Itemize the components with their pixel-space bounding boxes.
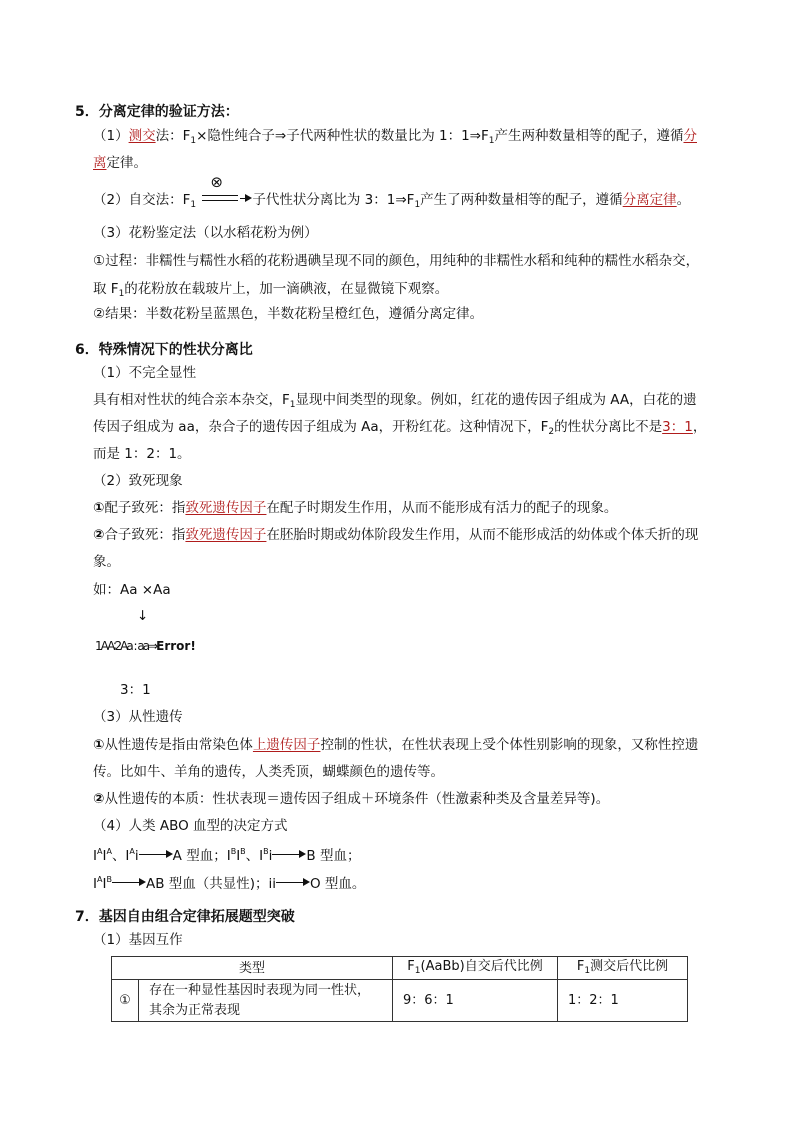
text: 配子致死：指 <box>104 500 186 516</box>
subscript: 1 <box>289 400 296 410</box>
error-text: Error! <box>156 639 196 653</box>
text: 、I <box>111 848 130 864</box>
text: 从性遗传的本质：性状表现＝遗传因子组成＋环境条件（性激素种类及含量差异等)。 <box>104 791 610 807</box>
key-ratio: 3：1 <box>662 419 693 435</box>
subscript: 1 <box>190 136 197 146</box>
section-5-title: 5．分离定律的验证方法： <box>75 104 239 120</box>
text: 、I <box>245 848 264 864</box>
arrow-icon <box>272 849 306 859</box>
sex-influenced-3 <box>93 793 609 807</box>
down-arrow: ↓ <box>137 608 149 624</box>
incomplete-dominance-title: （1）不完全显性 <box>93 365 197 381</box>
text: 的性状分离比不是 <box>554 419 663 435</box>
header-type: 类型 <box>112 957 393 980</box>
incomplete-dominance-line-3: 而是 1：2：1。 <box>93 446 191 462</box>
text: A 型血；I <box>172 848 231 864</box>
text: 产生了两种数量相等的配子，遵循 <box>420 192 623 208</box>
text: i <box>134 848 139 864</box>
text: 传因子组成为 aa，杂合子的遗传因子组成为 Aa，开粉红花。这种情况下，F <box>93 419 549 435</box>
subscript: 1 <box>414 966 421 976</box>
text: 取 F <box>93 281 119 297</box>
superscript: B <box>230 847 237 856</box>
example-cross: 如：Aa ×Aa <box>93 582 171 598</box>
sex-influenced-2: 传。比如牛、羊角的遗传，人类秃顶，蝴蝶颜色的遗传等。 <box>93 764 444 780</box>
text: 合子致死：指 <box>104 527 186 543</box>
text: O 型血。 <box>310 876 366 892</box>
row-testcross-ratio: 1：2：1 <box>558 980 688 1022</box>
text: (AaBb)自交后代比例 <box>420 959 543 974</box>
text: 。 <box>676 192 691 208</box>
garbled-formula <box>95 640 196 652</box>
superscript: B <box>263 847 269 856</box>
subscript: 1 <box>190 200 197 210</box>
text: 子代性状分离比为 3：1⇒F <box>252 192 415 208</box>
superscript: B <box>240 847 246 856</box>
text: 控制的性状，在性状表现上受个体性别影响的现象，又称性控遗 <box>320 737 699 753</box>
subscript: 1 <box>584 966 591 976</box>
arrow-icon <box>240 193 252 203</box>
text: B 型血； <box>306 848 361 864</box>
method-1-line-2 <box>93 157 147 171</box>
method-3-result: ②结果：半数花粉呈蓝黑色，半数花粉呈橙红色，遵循分离定律。 <box>93 306 484 322</box>
text: 的花粉放在载玻片上，加一滴碘液，在显微镜下观察。 <box>124 281 449 297</box>
table-header-row <box>112 957 688 980</box>
text: 显现中间类型的现象。例如，红花的遗传因子组成为 AA，白花的遗 <box>295 392 697 408</box>
text: 测交后代比例 <box>590 959 669 974</box>
section-7-title: 7．基因自由组合定律拓展题型突破 <box>75 909 295 925</box>
superscript: B <box>106 875 112 884</box>
key-term: 分 <box>683 128 697 144</box>
marker: ① <box>93 500 105 516</box>
incomplete-dominance-line-1 <box>93 394 697 410</box>
method-2-line <box>93 173 691 210</box>
text: 其余为正常表现 <box>149 1002 241 1018</box>
superscript: A <box>106 847 112 856</box>
subscript-2: 2 <box>548 427 555 437</box>
text: （2）自交法：F <box>93 192 191 208</box>
selfing-icon: ⊗ <box>210 173 223 191</box>
text: I <box>102 848 107 864</box>
abo-line-2 <box>93 876 365 892</box>
subscript: 1 <box>118 289 125 299</box>
row-number: ① <box>112 980 139 1022</box>
text: F <box>576 959 585 974</box>
abo-title: （4）人类 ABO 血型的决定方式 <box>93 818 288 834</box>
key-term: 致死遗传因子 <box>185 500 267 516</box>
table-row <box>112 980 688 1022</box>
method-1-line <box>93 130 697 146</box>
marker: ② <box>93 527 105 543</box>
text: I <box>236 848 241 864</box>
text: I <box>102 876 107 892</box>
text: ， <box>692 419 707 435</box>
key-term-testcross: 测交 <box>128 128 156 144</box>
arrow-icon <box>276 877 310 887</box>
subscript: 1 <box>488 136 495 146</box>
text: 在配子时期发生作用，从而不能形成有活力的配子的现象。 <box>266 500 618 516</box>
text: I <box>93 876 97 892</box>
marker: ② <box>93 791 105 807</box>
lethal-title: （2）致死现象 <box>93 473 183 489</box>
selfing-symbol-arrow <box>200 173 240 206</box>
gamete-lethal <box>93 502 617 516</box>
header-testcross-ratio <box>558 957 688 980</box>
text: 具有相对性状的纯合亲本杂交，F <box>93 392 290 408</box>
text: I <box>93 848 97 864</box>
superscript: A <box>129 847 135 856</box>
text: 在胚胎时期或幼体阶段发生作用，从而不能形成活的幼体或个体夭折的现 <box>266 527 699 543</box>
text: （1） <box>93 128 129 144</box>
superscript: A <box>96 875 103 884</box>
gene-interaction-table <box>111 956 688 1022</box>
ratio-result: 3：1 <box>120 682 151 698</box>
formula-text: 1AA∶2Aa : aa⇒ <box>95 639 157 653</box>
subscript: 1 <box>414 200 421 210</box>
zygote-lethal <box>93 529 698 543</box>
text: AB 型血（共显性)；ii <box>145 876 277 892</box>
text: 存在一种显性基因时表现为同一性状， <box>149 982 371 998</box>
marker: ① <box>93 737 105 753</box>
key-term: 离 <box>93 155 107 171</box>
gene-interaction-title: （1）基因互作 <box>93 932 183 948</box>
text: i <box>268 848 273 864</box>
arrow-icon <box>112 877 146 887</box>
text: 定律。 <box>106 155 147 171</box>
arrow-icon <box>139 849 173 859</box>
section-6-title: 6．特殊情况下的性状分离比 <box>75 342 253 358</box>
key-term-segregation-law: 分离定律 <box>622 192 677 208</box>
row-type <box>139 980 393 1022</box>
zygote-lethal-2: 象。 <box>93 554 120 570</box>
header-selfing-ratio <box>393 957 558 980</box>
row-selfing-ratio: 9：6：1 <box>393 980 558 1022</box>
method-3-title: （3）花粉鉴定法（以水稻花粉为例） <box>93 225 318 241</box>
text: 法：F <box>155 128 191 144</box>
text: ×隐性纯合子⇒子代两种性状的数量比为 1：1⇒F <box>196 128 489 144</box>
superscript: A <box>96 847 103 856</box>
method-3-process-2 <box>93 283 448 299</box>
text: F <box>407 959 415 974</box>
abo-line-1 <box>93 848 360 864</box>
text: 从性遗传是指由常染色体 <box>104 737 253 753</box>
method-3-process: ①过程：非糯性与糯性水稻的花粉遇碘呈现不同的颜色，用纯种的非糯性水稻和纯种的糯性水稻杂交， <box>93 253 700 269</box>
incomplete-dominance-line-2 <box>93 421 706 437</box>
key-term: 致死遗传因子 <box>185 527 267 543</box>
key-term: 上遗传因子 <box>252 737 321 753</box>
text: 产生两种数量相等的配子，遵循 <box>494 128 684 144</box>
sex-influenced-1 <box>93 739 698 753</box>
sex-influenced-title: （3）从性遗传 <box>93 709 183 725</box>
